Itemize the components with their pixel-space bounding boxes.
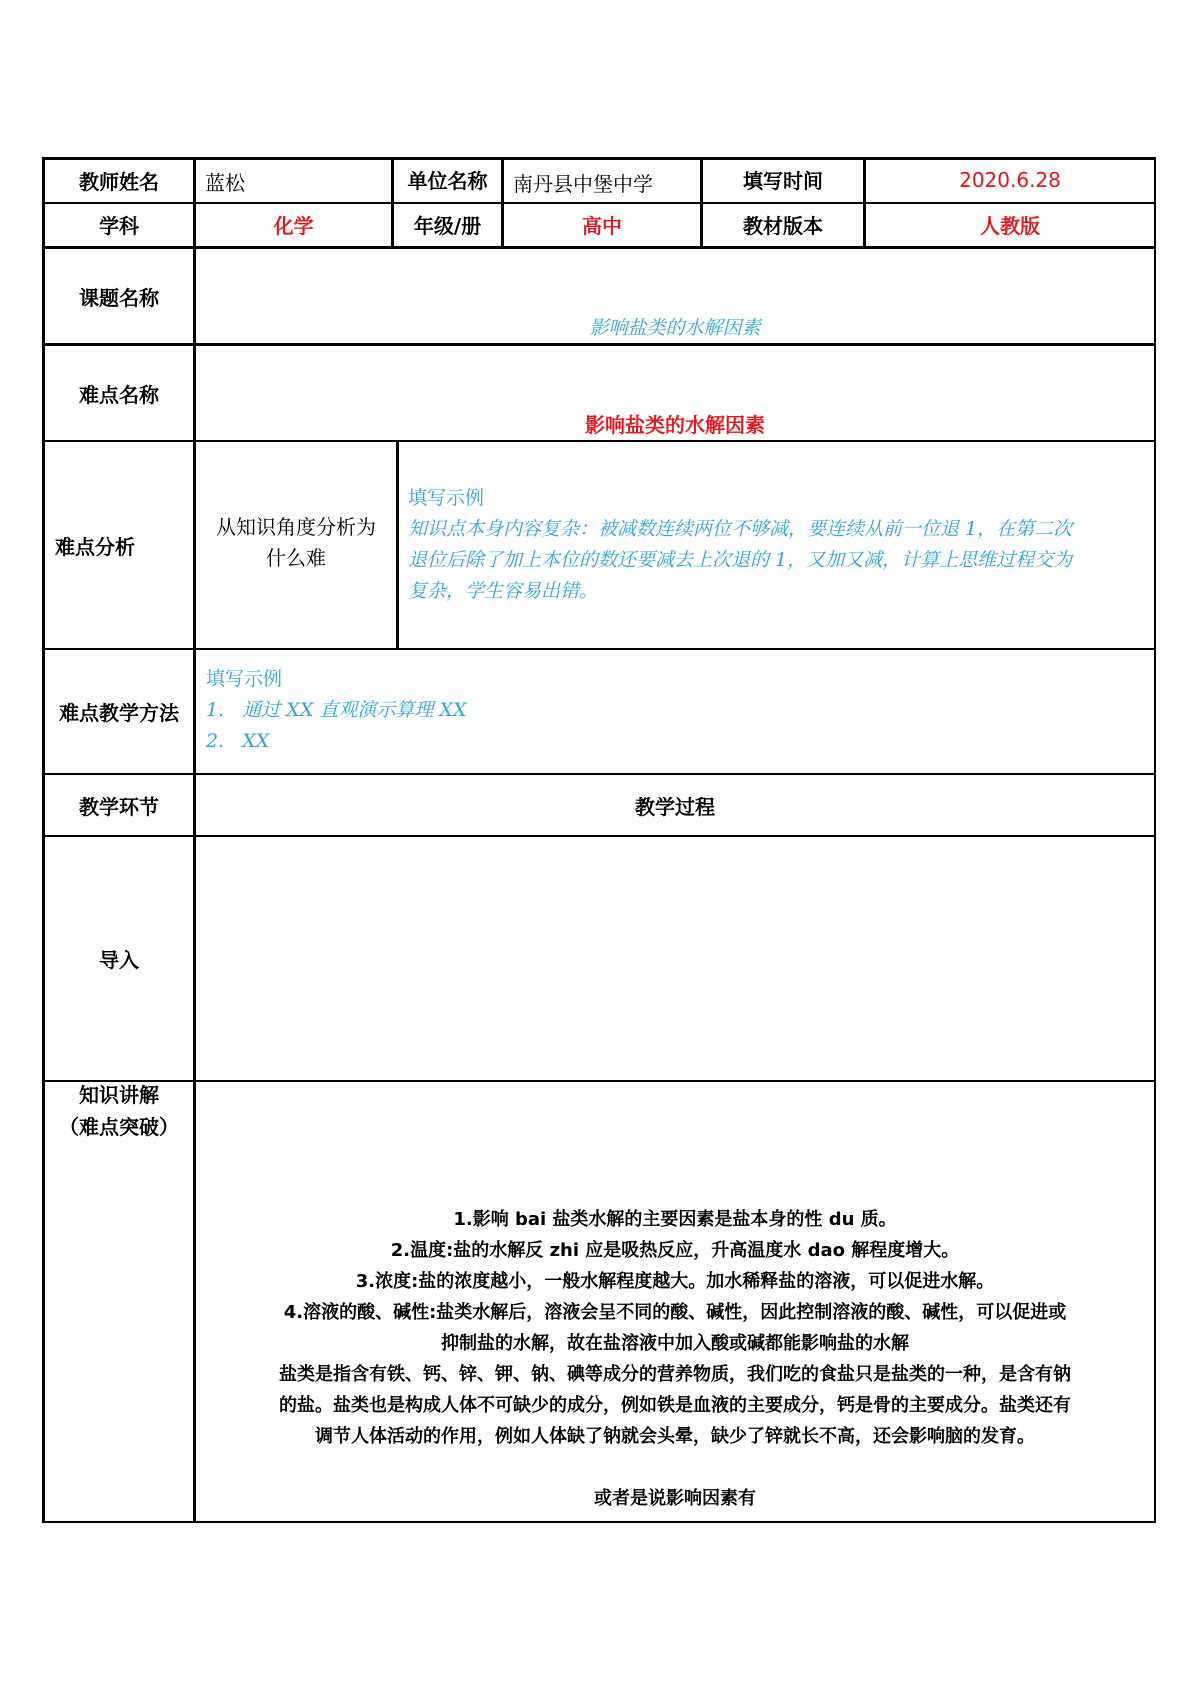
rule-right bbox=[1154, 157, 1156, 1523]
knowledge-line-3: 3.浓度:盐的浓度越小，一般水解程度越大。加水稀释盐的溶液，可以促进水解。 bbox=[355, 1271, 995, 1292]
unit-name-label: 单位名称 bbox=[407, 169, 488, 193]
difficulty-value: 影响盐类的水解因素 bbox=[585, 412, 765, 437]
rule-row4 bbox=[42, 440, 1154, 442]
difficulty-label: 难点名称 bbox=[79, 382, 159, 407]
knowledge-line-1: 1.影响 bai 盐类水解的主要因素是盐本身的性 du 质。 bbox=[453, 1209, 897, 1230]
process-label: 教学环节 bbox=[79, 794, 159, 819]
method-item-2: 2. XX bbox=[206, 730, 270, 752]
knowledge-line-9 bbox=[200, 1452, 1150, 1483]
analysis-example-title: 填写示例 bbox=[408, 487, 485, 509]
analysis-example bbox=[408, 483, 1150, 607]
knowledge-line-6: 盐类是指含有铁、钙、锌、钾、钠、碘等成分的营养物质，我们吃的食盐只是盐类的一种，是含有钠 bbox=[279, 1364, 1071, 1385]
teacher-name-value: 蓝松 bbox=[205, 171, 245, 195]
analysis-label: 难点分析 bbox=[55, 534, 135, 559]
analysis-sub-label-line1: 从知识角度分析为 bbox=[216, 515, 376, 539]
process-value: 教学过程 bbox=[635, 794, 715, 819]
subject-label: 学科 bbox=[99, 214, 139, 238]
edition-value: 人教版 bbox=[980, 214, 1040, 238]
teacher-name-label: 教师姓名 bbox=[79, 170, 159, 194]
analysis-example-line1: 知识点本身内容复杂：被减数连续两位不够减，要连续从前一位退 1，在第二次 bbox=[408, 518, 1073, 540]
knowledge-line-4: 4.溶液的酸、碱性:盐类水解后，溶液会呈不同的酸、碱性，因此控制溶液的酸、碱性，可以促进或 bbox=[283, 1302, 1067, 1323]
rule-row3 bbox=[42, 343, 1154, 346]
rule-row2 bbox=[42, 246, 1154, 249]
rule-row5 bbox=[42, 648, 1154, 650]
analysis-example-line2: 退位后除了加上本位的数还要减去上次退的 1，又加又减，计算上思维过程交为 bbox=[408, 549, 1073, 571]
knowledge-line-7: 的盐。盐类也是构成人体不可缺少的成分，例如铁是血液的主要成分，钙是骨的主要成分。盐类还有 bbox=[279, 1395, 1071, 1416]
rule-row8 bbox=[42, 1080, 1154, 1082]
rule-bottom bbox=[42, 1521, 1154, 1523]
knowledge-label-line2: （难点突破） bbox=[59, 1115, 179, 1139]
fill-date-value: 2020.6.28 bbox=[959, 167, 1061, 192]
knowledge-content bbox=[200, 1204, 1150, 1514]
knowledge-label-line1: 知识讲解 bbox=[79, 1083, 159, 1107]
method-example bbox=[206, 664, 1106, 757]
method-example-title: 填写示例 bbox=[206, 668, 283, 690]
rule-analysis-split bbox=[396, 440, 399, 648]
knowledge-label bbox=[45, 1079, 193, 1143]
knowledge-line-2: 2.温度:盐的水解反 zhi 应是吸热反应，升高温度水 dao 解程度增大。 bbox=[390, 1240, 960, 1261]
method-item-1: 1. 通过 XX 直观演示算理 XX bbox=[206, 699, 467, 721]
subject-value: 化学 bbox=[273, 214, 314, 238]
grade-value: 高中 bbox=[582, 214, 622, 238]
knowledge-line-5: 抑制盐的水解，故在盐溶液中加入酸或碱都能影响盐的水解 bbox=[441, 1333, 909, 1354]
intro-label: 导入 bbox=[99, 948, 139, 972]
topic-label: 课题名称 bbox=[79, 285, 159, 310]
topic-value: 影响盐类的水解因素 bbox=[589, 316, 761, 339]
knowledge-line-8: 调节人体活动的作用，例如人体缺了钠就会头晕，缺少了锌就长不高，还会影响脑的发育。 bbox=[315, 1426, 1035, 1447]
fill-date-label: 填写时间 bbox=[743, 169, 823, 193]
analysis-sub-label-line2: 什么难 bbox=[266, 546, 326, 570]
edition-label: 教材版本 bbox=[743, 214, 823, 238]
unit-name-value: 南丹县中堡中学 bbox=[513, 172, 653, 196]
method-label: 难点教学方法 bbox=[59, 701, 179, 725]
analysis-example-line3: 复杂，学生容易出错。 bbox=[408, 580, 599, 602]
grade-label: 年级/册 bbox=[413, 214, 482, 238]
intro-content bbox=[196, 837, 1154, 1080]
analysis-sub-label bbox=[196, 512, 396, 574]
knowledge-line-10: 或者是说影响因素有 bbox=[594, 1488, 756, 1509]
